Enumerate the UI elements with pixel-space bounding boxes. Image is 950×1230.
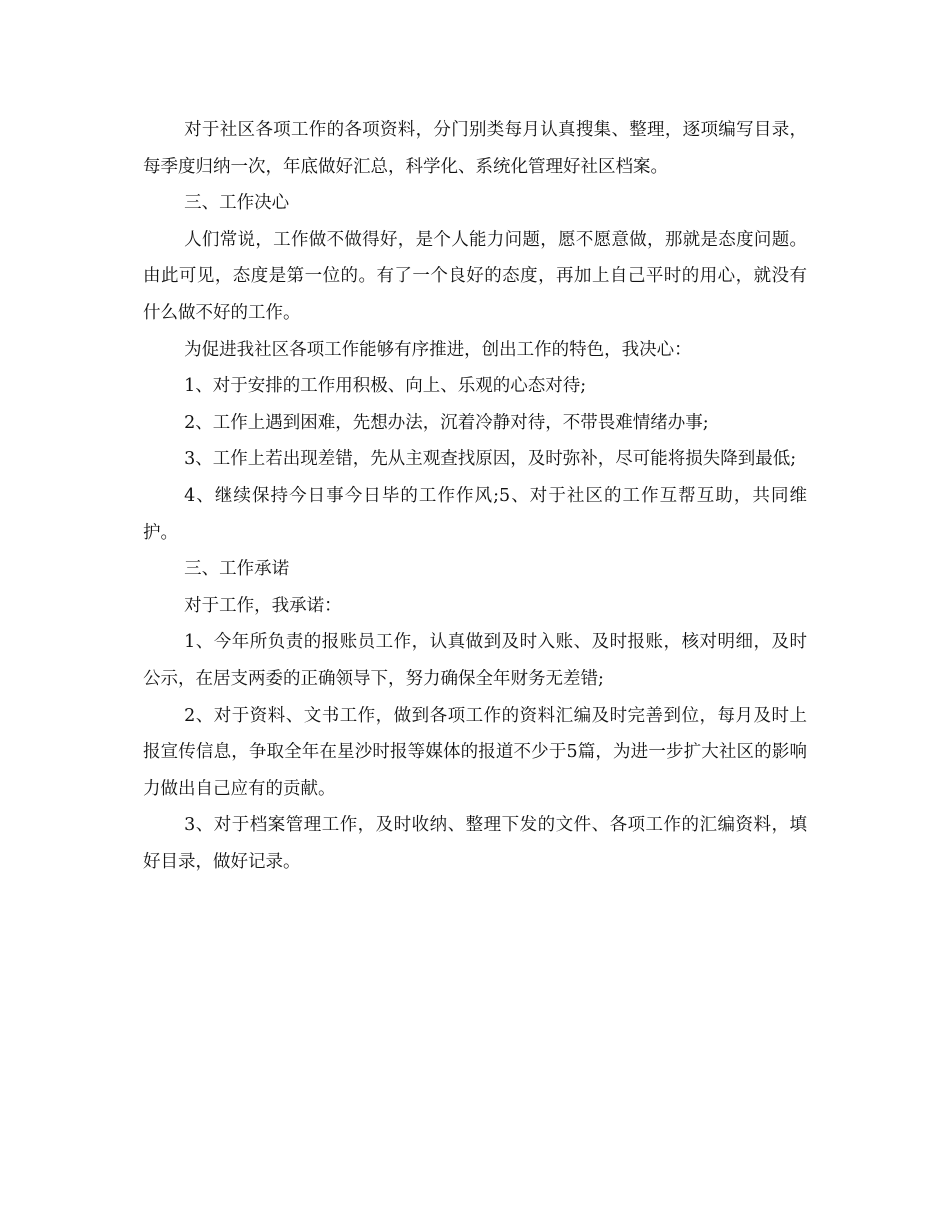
section-heading-work-commitment: 三、工作承诺 [184,559,290,580]
determination-item-2: 2、工作上遇到困难，先想办法，沉着冷静对待，不带畏难情绪办事; [184,412,709,433]
paragraph-archive-management: 对于社区各项工作的各项资料，分门别类每月认真搜集、整理，逐项编写目录，每季度归纳一次，年底做好汇总，科学化、系统化管理好社区档案。 [143,120,807,177]
commitment-item-2: 2、对于资料、文书工作，做到各项工作的资料汇编及时完善到位，每月及时上报宣传信息，争取全年在星沙时报等媒体的报道不少于5篇，为进一步扩大社区的影响力做出自己应有的贡献。 [143,705,807,799]
paragraph-commitment-intro: 对于工作，我承诺： [184,595,342,616]
determination-item-3: 3、工作上若出现差错，先从主观查找原因，及时弥补，尽可能将损失降到最低; [184,449,797,470]
section-heading-work-determination: 三、工作决心 [184,193,290,214]
commitment-item-3: 3、对于档案管理工作，及时收纳、整理下发的文件、各项工作的汇编资料，填好目录，做好记录。 [143,815,807,872]
commitment-item-1: 1、今年所负责的报账员工作，认真做到及时入账、及时报账，核对明细，及时公示，在居支两委的正确领导下，努力确保全年财务无差错; [143,632,807,689]
paragraph-determination-intro: 为促进我社区各项工作能够有序推进，创出工作的特色，我决心： [184,339,692,360]
determination-item-1: 1、对于安排的工作用积极、向上、乐观的心态对待; [184,376,587,397]
determination-item-4-5: 4、继续保持今日事今日毕的工作作风;5、对于社区的工作互帮互助，共同维护。 [143,485,807,543]
document-body [143,112,807,880]
paragraph-attitude: 人们常说，工作做不做得好，是个人能力问题，愿不愿意做，那就是态度问题。由此可见，态度是第一位的。有了一个良好的态度，再加上自己平时的用心，就没有什么做不好的工作。 [143,229,807,323]
